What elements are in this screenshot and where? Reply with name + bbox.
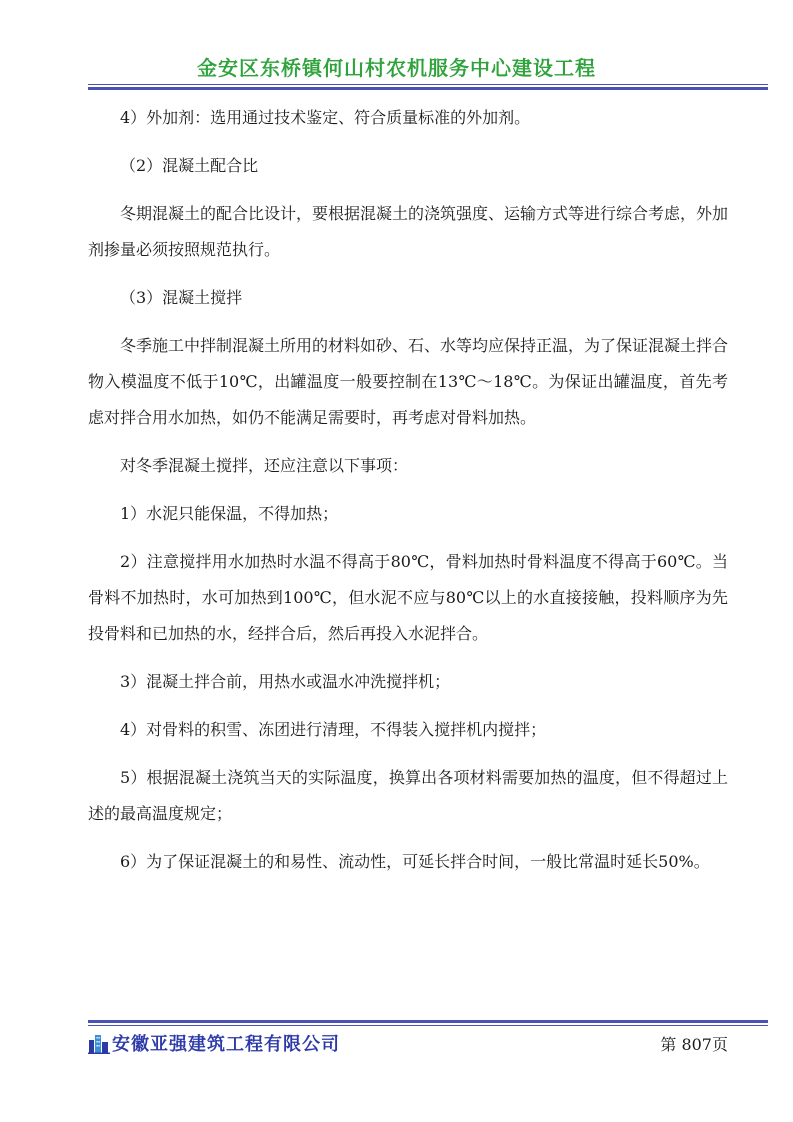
paragraph-mixing: 冬季施工中拌制混凝土所用的材料如砂、石、水等均应保持正温，为了保证混凝土拌合物入模温度不低于10℃，出罐温度一般要控制在13℃～18℃。为保证出罐温度，首先考虑对拌合用水加热，如仍不能满足需要时，再考虑对骨料加热。	[88, 336, 729, 427]
paragraph-note-3: 3）混凝土拌合前，用热水或温水冲洗搅拌机；	[120, 672, 451, 691]
paragraph-mix-ratio-heading: （2）混凝土配合比	[120, 156, 259, 175]
footer-bar	[88, 1028, 728, 1058]
header-title: 金安区东桥镇何山村农机服务中心建设工程	[197, 56, 596, 80]
header-rule-bottom	[88, 87, 768, 90]
document-body	[88, 100, 728, 892]
footer-rule-top	[88, 1020, 768, 1023]
company-name: 安徽亚强建筑工程有限公司	[112, 1034, 340, 1055]
paragraph-mix-ratio: 冬期混凝土的配合比设计，要根据混凝土的浇筑强度、运输方式等进行综合考虑，外加剂掺量必须按照规范执行。	[88, 204, 729, 259]
building-logo-icon	[88, 1032, 110, 1054]
paragraph-note-5: 5）根据混凝土浇筑当天的实际温度，换算出各项材料需要加热的温度，但不得超过上述的最高温度规定；	[88, 768, 728, 823]
paragraph-note-1: 1）水泥只能保温，不得加热；	[120, 504, 339, 523]
page-number: 第 807页	[660, 1035, 728, 1054]
paragraph-admixture: 4）外加剂：选用通过技术鉴定、符合质量标准的外加剂。	[120, 108, 531, 127]
paragraph-note-6: 6）为了保证混凝土的和易性、流动性，可延长拌合时间，一般比常温时延长50%。	[120, 852, 710, 871]
paragraph-note-2: 2）注意搅拌用水加热时水温不得高于80℃，骨料加热时骨料温度不得高于60℃。当骨料不加热时，水可加热到100℃，但水泥不应与80℃以上的水直接接触，投料顺序为先投骨料和已加热的水，经拌合后，然后再投入水泥拌合。	[88, 552, 728, 643]
header-rule-top	[88, 84, 768, 85]
footer-rule-bottom	[88, 1025, 768, 1026]
paragraph-notes-intro: 对冬季混凝土搅拌，还应注意以下事项：	[120, 456, 409, 475]
paragraph-note-4: 4）对骨料的积雪、冻团进行清理，不得装入搅拌机内搅拌；	[120, 720, 547, 739]
paragraph-mixing-heading: （3）混凝土搅拌	[120, 288, 243, 307]
